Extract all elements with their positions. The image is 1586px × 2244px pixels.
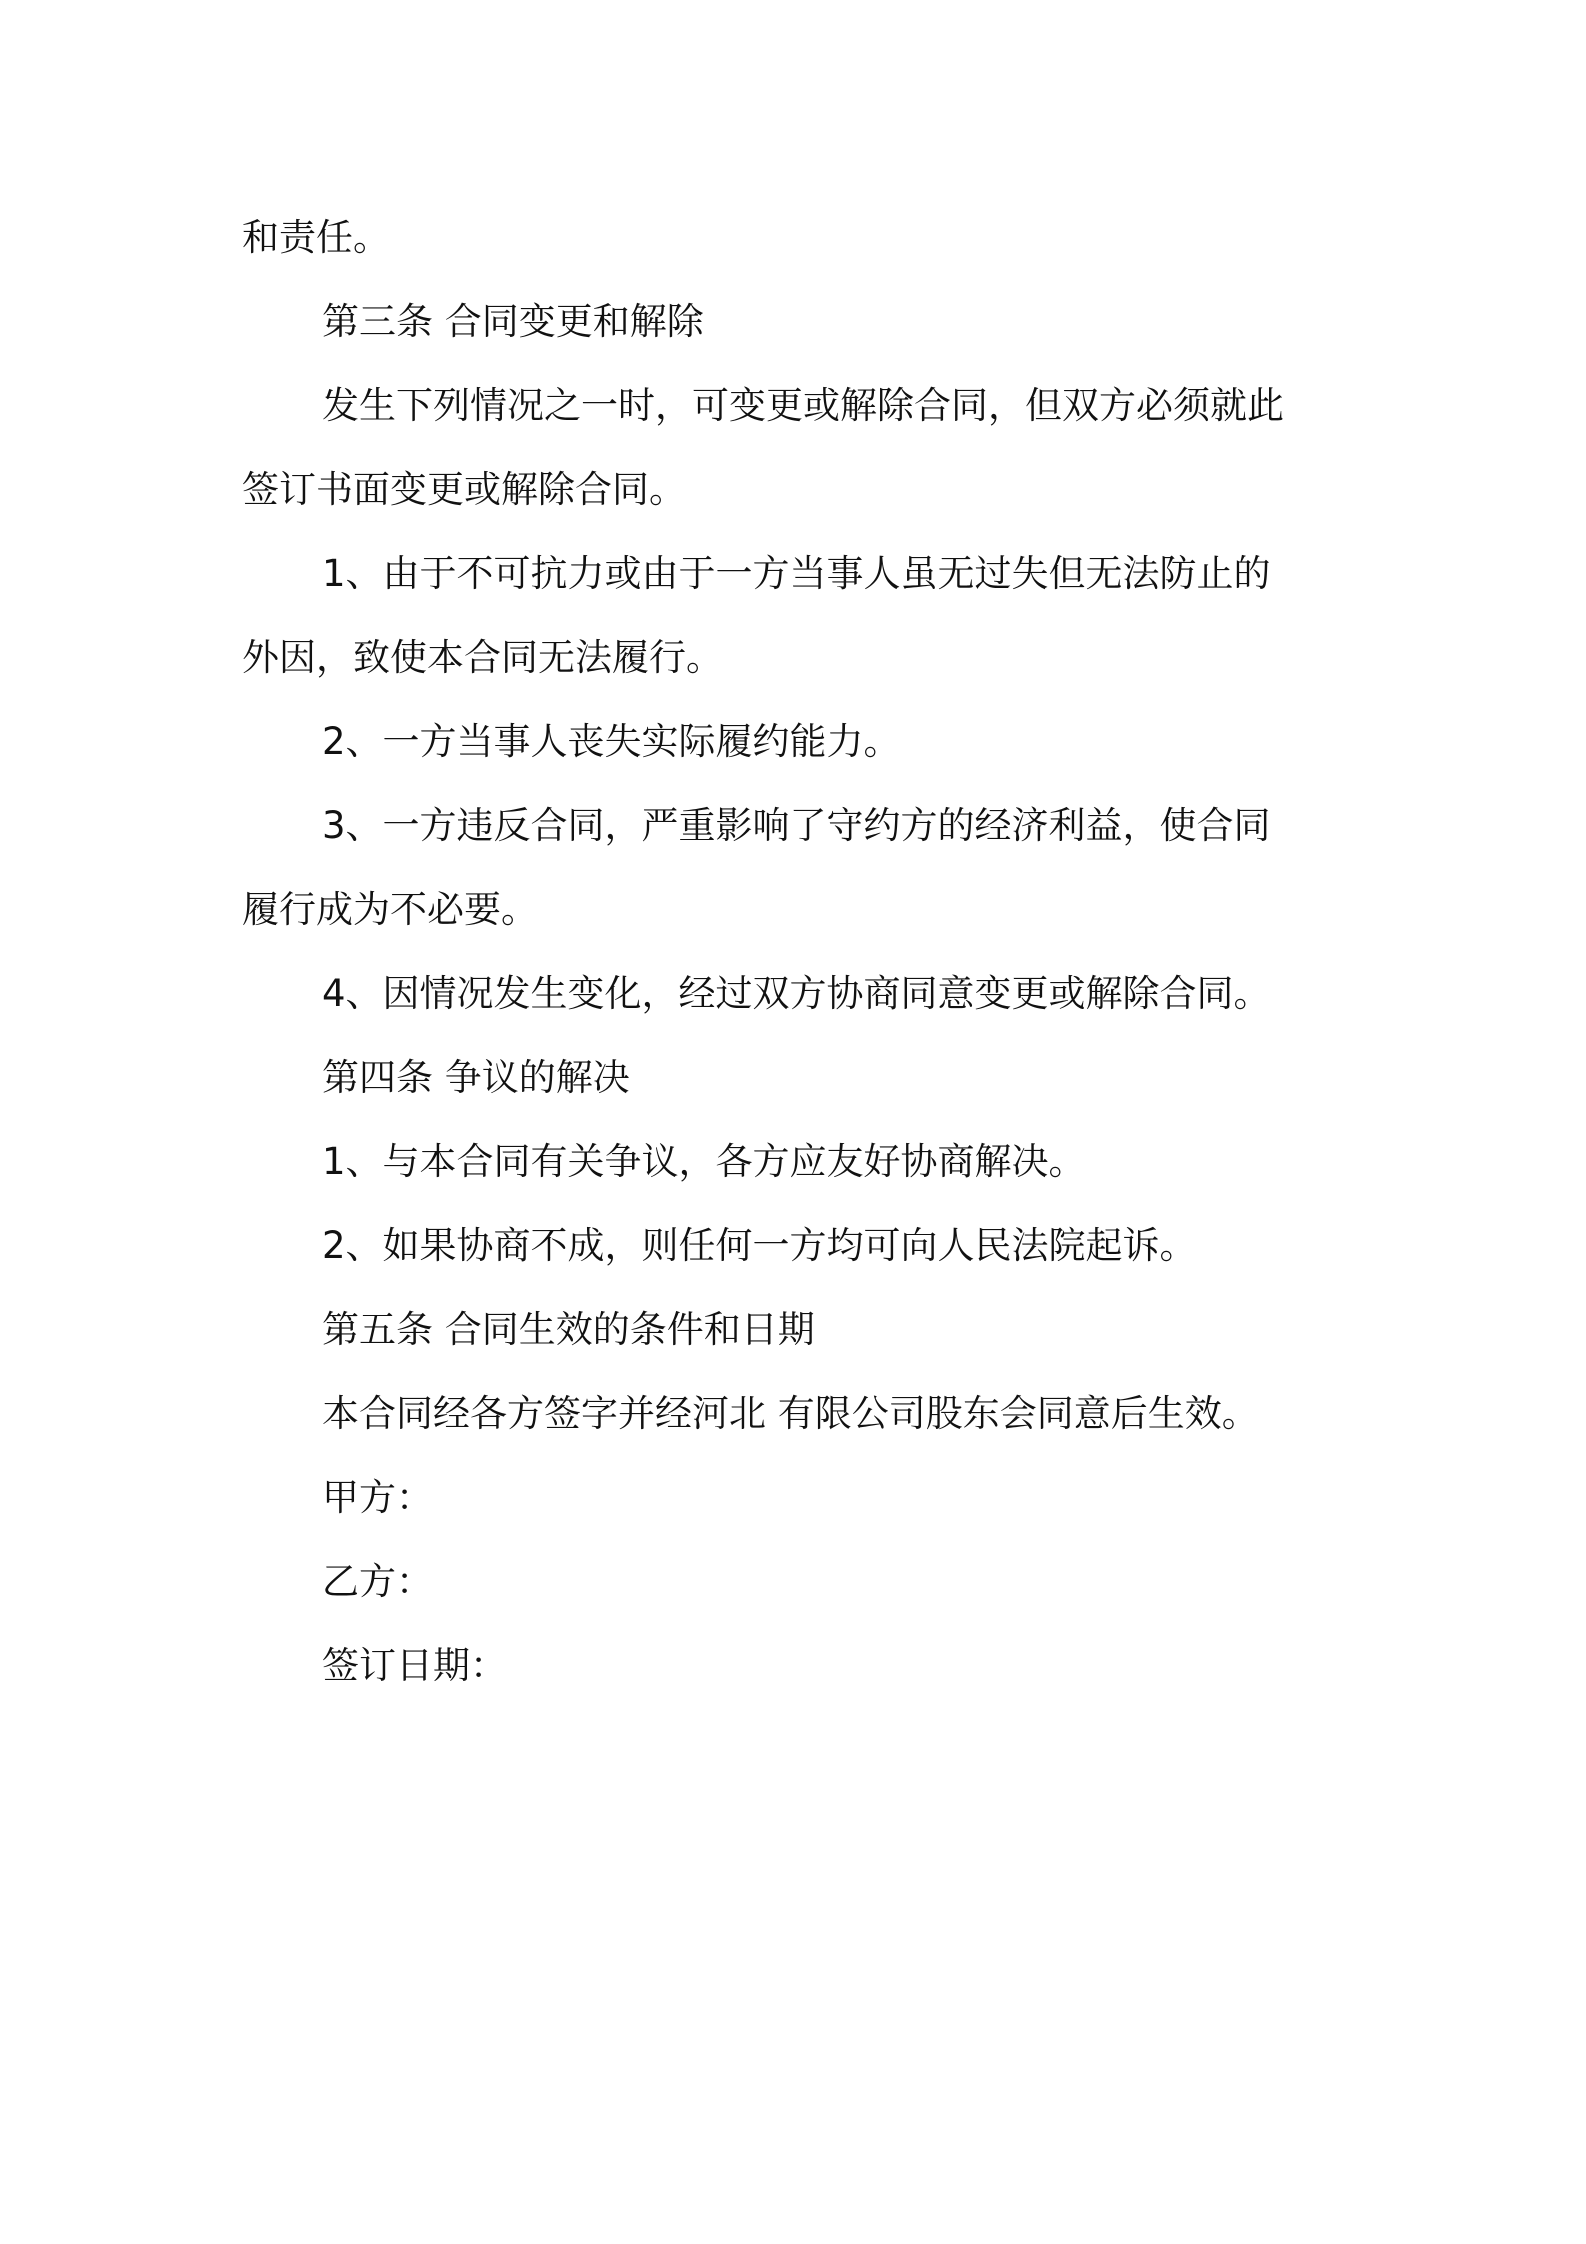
list-item-1: 1、与本合同有关争议，各方应友好协商解决。 — [322, 1140, 1086, 1183]
list-item-1: 1、由于不可抗力或由于一方当事人虽无过失但无法防止的 — [322, 552, 1271, 595]
paragraph-line: 本合同经各方签字并经河北 有限公司股东会同意后生效。 — [322, 1392, 1259, 1435]
list-item-2: 2、如果协商不成，则任何一方均可向人民法院起诉。 — [322, 1224, 1197, 1267]
signing-date: 签订日期： — [322, 1644, 507, 1687]
section-heading-article-4: 第四条 争议的解决 — [322, 1056, 630, 1099]
list-item-4: 4、因情况发生变化，经过双方协商同意变更或解除合同。 — [322, 972, 1271, 1015]
section-heading-article-5: 第五条 合同生效的条件和日期 — [322, 1308, 815, 1351]
list-item-2: 2、一方当事人丧失实际履约能力。 — [322, 720, 901, 763]
list-item-3: 3、一方违反合同，严重影响了守约方的经济利益，使合同 — [322, 804, 1271, 847]
paragraph-line: 和责任。 — [242, 216, 390, 259]
signature-party-b: 乙方： — [322, 1560, 433, 1603]
signature-party-a: 甲方： — [322, 1476, 433, 1519]
paragraph-line: 发生下列情况之一时，可变更或解除合同，但双方必须就此 — [322, 384, 1284, 427]
list-item-1-continued: 外因，致使本合同无法履行。 — [242, 636, 723, 679]
section-heading-article-3: 第三条 合同变更和解除 — [322, 300, 704, 343]
list-item-3-continued: 履行成为不必要。 — [242, 888, 538, 931]
document-body — [242, 196, 1346, 1708]
paragraph-line: 签订书面变更或解除合同。 — [242, 468, 686, 511]
